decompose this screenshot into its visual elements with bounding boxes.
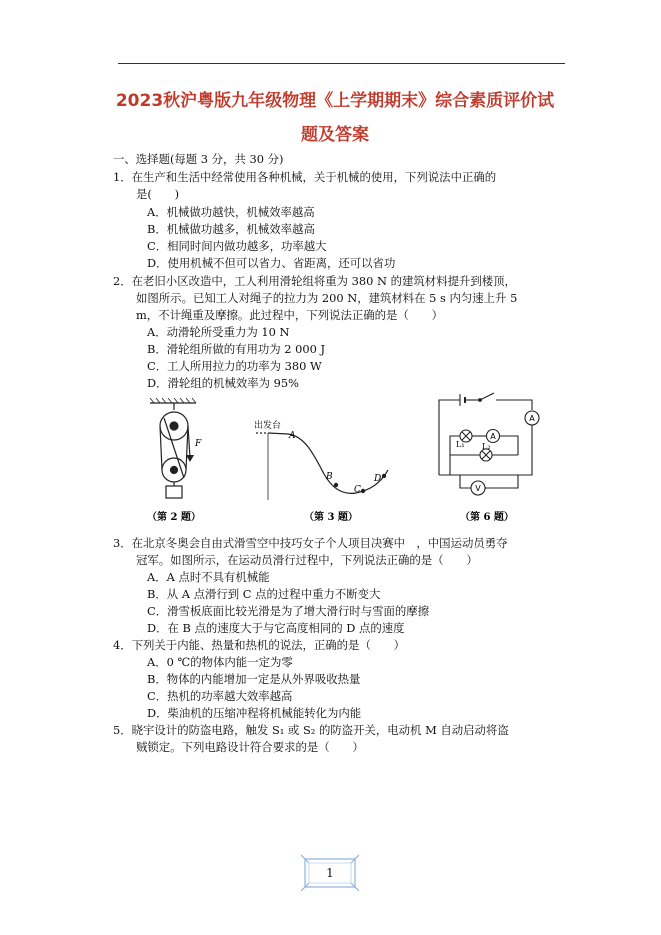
q4-option-a: A．0 ℃的物体内能一定为零	[147, 655, 293, 669]
q1-option-a: A．机械做功越快，机械效率越高	[147, 205, 315, 219]
section-heading: 一、选择题(每题 3 分，共 30 分)	[113, 152, 284, 166]
fig3-point-b: B	[326, 472, 333, 482]
q4-option-b: B．物体的内能增加一定是从外界吸收热量	[147, 672, 361, 686]
fig6-l2-label: L₂	[482, 442, 491, 451]
fig3-point-a: A	[289, 431, 296, 441]
fig6-l1-label: L₁	[456, 440, 465, 449]
fig2-ceiling-hatch	[150, 398, 196, 403]
fig3-ski-slope-diagram	[256, 433, 388, 500]
q2-stem-line-2: 如图所示。已知工人对绳子的拉力为 200 N，建筑材料在 5 s 内匀速上升 5	[136, 291, 518, 305]
q2-option-c: C．工人所用拉力的功率为 380 W	[147, 359, 322, 373]
q3-option-a: A．A 点时不具有机械能	[147, 570, 270, 584]
q5-stem-line-2: 贼锁定。下列电路设计符合要求的是（ ）	[136, 740, 364, 754]
q4-option-c: C．热机的功率越大效率越高	[147, 689, 293, 703]
fig6-voltmeter-label: V	[475, 484, 481, 493]
fig6-ammeter-branch-label: A	[490, 432, 496, 441]
q2-option-b: B．滑轮组所做的有用功为 2 000 J	[147, 342, 326, 356]
q3-option-d: D．在 B 点的速度大于与它高度相同的 D 点的速度	[147, 621, 405, 635]
fig3-start-label: 出发台	[254, 421, 282, 431]
fig3-slope-curve	[268, 433, 388, 493]
q1-option-c: C．相同时间内做功越多，功率越大	[147, 239, 327, 253]
fig3-point-d: D	[374, 474, 382, 484]
q4-stem-line-1: 4．下列关于内能、热量和热机的说法，正确的是（ ）	[113, 638, 406, 652]
q3-stem-line-1: 3．在北京冬奥会自由式滑雪空中技巧女子个人项目决赛中 ，中国运动员勇夺	[113, 536, 508, 550]
q2-option-a: A．动滑轮所受重力为 10 N	[147, 325, 290, 339]
fig3-caption: （第 3 题）	[304, 512, 358, 523]
fig2-load-box	[166, 486, 182, 498]
fig2-pulley-diagram	[150, 398, 196, 498]
q2-option-d: D．滑轮组的机械效率为 95%	[147, 376, 299, 390]
q4-option-d: D．柴油机的压缩冲程将机械能转化为内能	[147, 706, 362, 720]
q5-stem-line-1: 5．晓宇设计的防盗电路，触发 S₁ 或 S₂ 的防盗开关，电动机 M 自动启动将盗	[113, 723, 509, 737]
q2-stem-line-3: m，不计绳重及摩擦。此过程中，下列说法正确的是（ ）	[136, 308, 443, 322]
fig3-point-c: C	[354, 485, 361, 495]
fig2-force-label: F	[195, 439, 202, 449]
q3-stem-line-2: 冠军。如图所示，在运动员滑行过程中，下列说法正确的是（ ）	[136, 553, 478, 567]
page-number: 1	[326, 866, 334, 880]
page-title-line-1: 2023秋沪粤版九年级物理《上学期期末》综合素质评价试	[115, 91, 555, 111]
q1-option-b: B．机械做功越多，机械效率越高	[147, 222, 315, 236]
page-title-line-2: 题及答案	[301, 125, 369, 145]
fig2-caption: （第 2 题）	[147, 512, 201, 523]
q3-option-c: C．滑雪板底面比较光滑是为了增大滑行时与雪面的摩擦	[147, 604, 430, 618]
q1-stem-line-1: 1．在生产和生活中经常使用各种机械，关于机械的使用，下列说法中正确的	[113, 170, 497, 184]
q3-option-b: B．从 A 点滑行到 C 点的过程中重力不断变大	[147, 587, 381, 601]
q1-option-d: D．使用机械不但可以省力、省距离，还可以省功	[147, 256, 396, 270]
q2-stem-line-1: 2．在老旧小区改造中，工人利用滑轮组将重为 380 N 的建筑材料提升到楼顶，	[113, 274, 516, 288]
fig6-ammeter-label: A	[529, 414, 535, 423]
q1-stem-line-2: 是( )	[136, 187, 180, 201]
fig6-switch	[480, 393, 494, 400]
fig6-caption: （第 6 题）	[460, 512, 514, 523]
